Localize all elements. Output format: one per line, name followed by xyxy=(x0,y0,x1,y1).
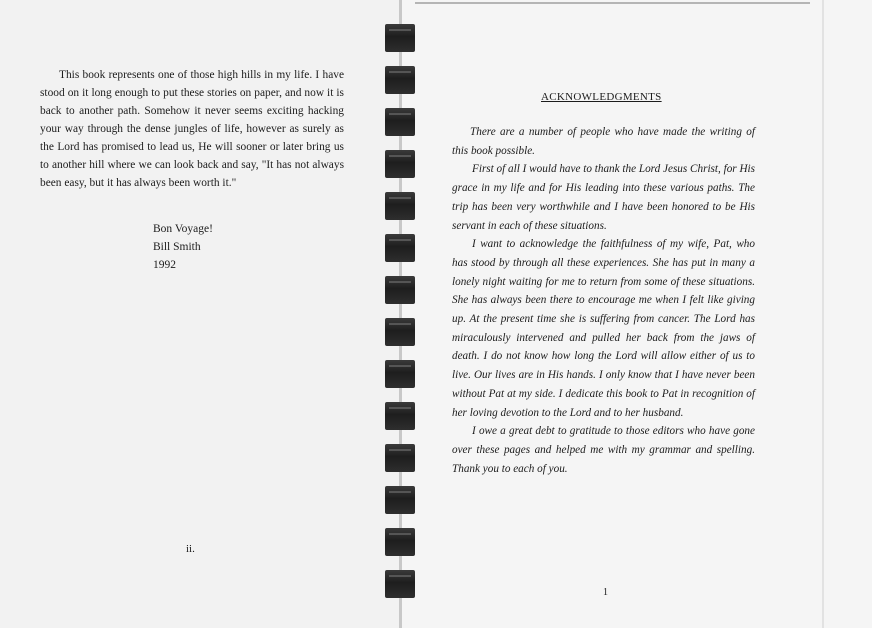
ack-paragraph: There are a number of people who have made the writing of this book possible. xyxy=(452,126,755,157)
page-right-edge xyxy=(822,0,824,628)
binding-coil xyxy=(385,276,415,304)
ack-paragraph: I owe a great debt to gratitude to those editors who have gone over these pages and helped me with my grammar and spelling. Thank you to each of you. xyxy=(452,425,755,475)
binding-coil xyxy=(385,192,415,220)
left-page-paragraph: This book represents one of those high hills in my life. I have stood on it long enough to put these stories on paper, and now it is back to another path. Somehow it never seems exciting hacking your way through the dense jungles of life, however as surely as the Lord has promised to lead us, He will sooner or later bring us to another hill where we can look back and say, "It has not always been easy, but it has always been worth it." xyxy=(40,69,344,189)
ack-paragraph: I want to acknowledge the faithfulness of my wife, Pat, who has stood by through all these experiences. She has put in many a lonely night waiting for me to return from some of these situations. She has always been there to encourage me when I felt like giving up. At the present time she is suffering from cancer. The Lord has miraculously intervened and pulled her back from the jaws of death. I do not know how long the Lord will allow either of us to live. Our lives are in His hands. I only know that I have never been without Pat at my side. I dedicate this book to Pat in recognition of her loving devotion to the Lord and to her husband. xyxy=(452,238,755,419)
binding-coil xyxy=(385,150,415,178)
binding-coil xyxy=(385,360,415,388)
binding-coil xyxy=(385,570,415,598)
acknowledgments-title: ACKNOWLEDGMENTS xyxy=(541,91,662,103)
binding-coil xyxy=(385,486,415,514)
left-page xyxy=(0,0,400,628)
spiral-binding xyxy=(382,0,422,628)
binding-coil xyxy=(385,108,415,136)
binding-coil xyxy=(385,318,415,346)
signature-block xyxy=(153,220,213,274)
binding-coil xyxy=(385,402,415,430)
signature-year: 1992 xyxy=(153,259,176,271)
binding-coil xyxy=(385,24,415,52)
binding-coil xyxy=(385,66,415,94)
binding-coil xyxy=(385,444,415,472)
signoff-text: Bon Voyage! xyxy=(153,223,213,235)
left-page-number: ii. xyxy=(186,543,195,555)
right-page-number: 1 xyxy=(603,587,608,598)
author-name: Bill Smith xyxy=(153,241,201,253)
binding-coil xyxy=(385,234,415,262)
binding-coil xyxy=(385,528,415,556)
acknowledgments-body xyxy=(452,123,755,478)
ack-paragraph: First of all I would have to thank the Lord Jesus Christ, for His grace in my life and for His leading into these various paths. The trip has been very worthwhile and I have been honored to be His servant in each of these situations. xyxy=(452,163,756,232)
page-top-edge xyxy=(415,2,810,4)
